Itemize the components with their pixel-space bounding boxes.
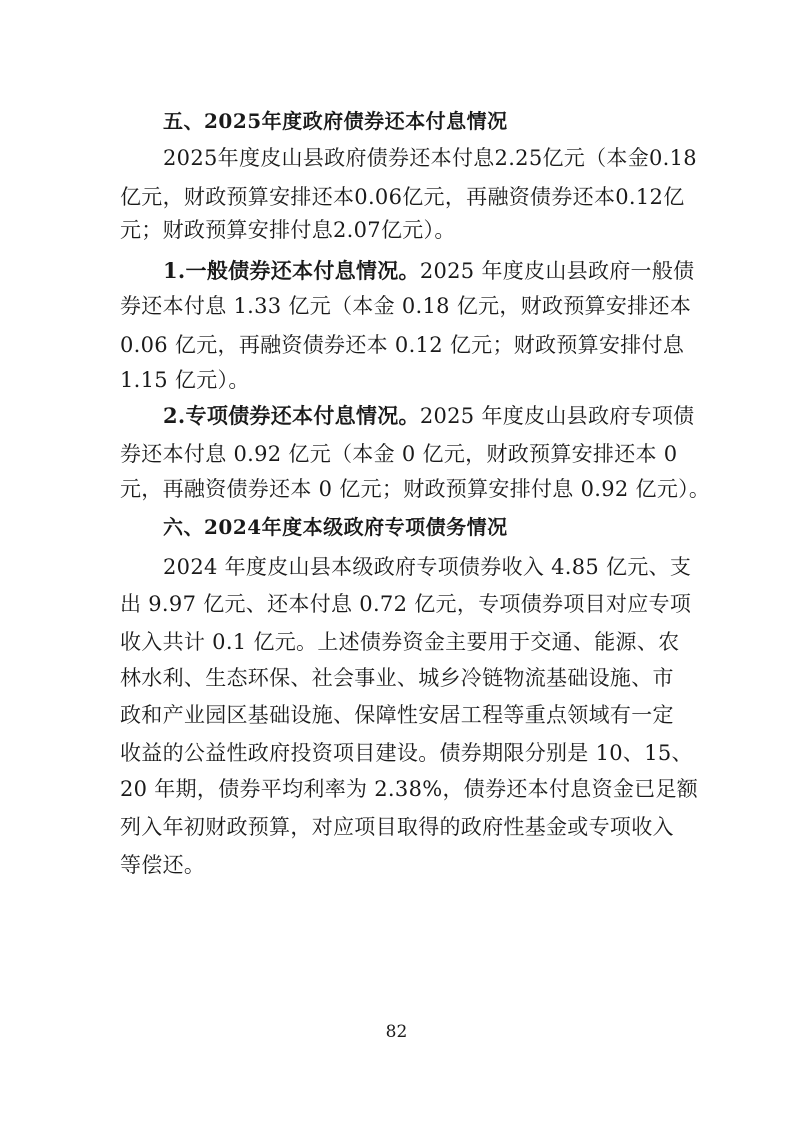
- section-6-para-line-7: 20 年期，债券平均利率为 2.38%，债券还本付息资金已足额: [120, 777, 699, 801]
- special-bond-line-1-text: 2025 年度皮山县政府专项债: [419, 404, 695, 428]
- general-bond-lead: 1.一般债券还本付息情况。: [163, 258, 420, 283]
- section-5-para-1-line-3: 元；财政预算安排付息2.07亿元）。: [120, 218, 456, 242]
- page-number: 82: [385, 1022, 408, 1042]
- general-bond-line-1-text: 2025 年度皮山县政府一般债: [419, 259, 695, 283]
- section-5-para-1-line-1: 2025年度皮山县政府债券还本付息2.25亿元（本金0.18: [163, 146, 697, 170]
- section-5-para-3-line-1: [163, 401, 695, 431]
- section-5-para-3-line-3: 元，再融资债券还本 0 亿元；财政预算安排付息 0.92 亿元）。: [120, 477, 711, 501]
- section-6-para-line-4: 林水利、生态环保、社会事业、城乡冷链物流基础设施、市: [120, 666, 674, 690]
- section-6-para-line-8: 列入年初财政预算，对应项目取得的政府性基金或专项收入: [120, 815, 674, 839]
- section-6-para-line-6: 收益的公益性政府投资项目建设。债券期限分别是 10、15、: [120, 741, 693, 765]
- section-5-para-2-line-3: 0.06 亿元，再融资债券还本 0.12 亿元；财政预算安排付息: [120, 333, 685, 357]
- section-5-para-2-line-4: 1.15 亿元）。: [120, 368, 250, 392]
- section-6-para-line-3: 收入共计 0.1 亿元。上述债券资金主要用于交通、能源、农: [120, 630, 680, 654]
- section-5-para-1-line-2: 亿元，财政预算安排还本0.06亿元，再融资债券还本0.12亿: [120, 185, 685, 209]
- section-5-heading: 五、2025年度政府债券还本付息情况: [163, 109, 508, 133]
- section-5-para-2-line-1: [163, 256, 695, 286]
- section-6-para-line-5: 政和产业园区基础设施、保障性安居工程等重点领域有一定: [120, 703, 674, 727]
- section-5-para-3-line-2: 券还本付息 0.92 亿元（本金 0 亿元，财政预算安排还本 0: [120, 442, 678, 466]
- section-5-para-2-line-2: 券还本付息 1.33 亿元（本金 0.18 亿元，财政预算安排还本: [120, 294, 692, 318]
- section-6-para-line-2: 出 9.97 亿元、还本付息 0.72 亿元，专项债券项目对应专项: [120, 592, 692, 616]
- section-6-para-line-1: 2024 年度皮山县本级政府专项债券收入 4.85 亿元、支: [163, 555, 692, 579]
- section-6-heading: 六、2024年度本级政府专项债务情况: [163, 515, 508, 539]
- section-6-para-line-9: 等偿还。: [120, 853, 206, 877]
- special-bond-lead: 2.专项债券还本付息情况。: [163, 403, 420, 428]
